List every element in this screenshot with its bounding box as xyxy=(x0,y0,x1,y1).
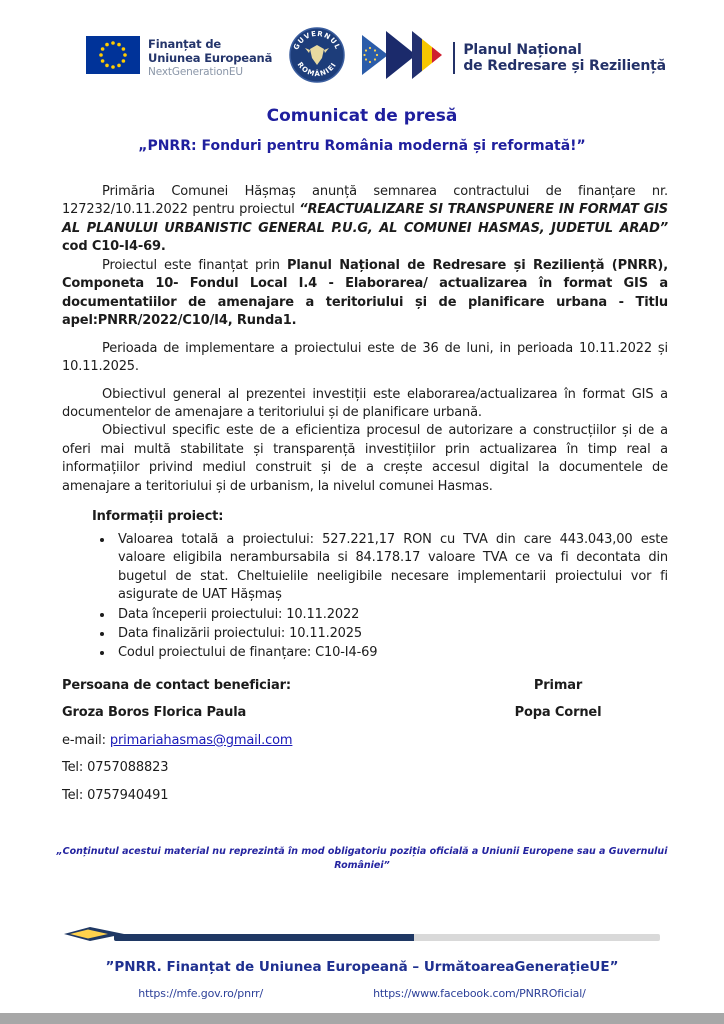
disclaimer-text: „Conținutul acestui material nu reprezintă în mod obligatoriu poziția oficială a Uniunii Europene sau a Guvernului României” xyxy=(56,846,668,871)
logo-header xyxy=(86,26,666,90)
p1-code: cod C10-I4-69. xyxy=(62,239,166,255)
eu-text-line1: Finanțat de xyxy=(148,36,222,51)
phone-1: Tel: 0757088823 xyxy=(62,760,169,776)
p2-regular: Proiectul este finanțat prin xyxy=(102,257,287,273)
body-text xyxy=(62,183,668,663)
email-row xyxy=(62,732,668,750)
p2-bold: Planul Național de Redresare și Reziliență (PNRR), Componeta 10- Fondul Local I.4 - Elaborarea/ actualizarea în format GIS a documentatiilor de amenajare a teritoriului și de planificare urbana - Titlu apel:PNRR/2022/C10/I4, Runda1. xyxy=(62,257,668,329)
footer-bar-navy xyxy=(114,934,414,941)
pnrr-logo xyxy=(362,31,666,85)
paragraph-financing xyxy=(62,257,668,331)
pnrr-logo-text xyxy=(453,42,666,74)
mayor-title: Primar xyxy=(533,677,583,693)
phone-2: Tel: 0757940491 xyxy=(62,787,169,803)
paragraph-general-objective: Obiectivul general al prezentei investiții este elaborarea/actualizarea în format GIS a documentelor de amenajare a teritoriului și de planificare urbană. xyxy=(62,386,668,420)
p1-regular: Primăria Comunei Hășmaș anunță semnarea contractului de finanțare nr. 127232/10.11.2022 pentru proiectul xyxy=(62,184,668,218)
list-item: • Codul proiectului de finanțare: C10-I4-69 xyxy=(114,644,668,662)
eu-text-line3: NextGenerationEU xyxy=(148,65,243,78)
page-title: Comunicat de presă xyxy=(266,106,458,126)
info-heading: Informații proiect: xyxy=(92,509,224,525)
eu-funding-logo xyxy=(86,36,272,80)
contact-label: Persoana de contact beneficiar: xyxy=(62,677,291,693)
eu-text-line2: Uniunea Europeană xyxy=(148,51,273,66)
page-subtitle: „PNRR: Fonduri pentru România modernă și reformată!” xyxy=(138,138,586,155)
romanian-government-seal-icon xyxy=(288,26,346,90)
footer xyxy=(0,926,724,1002)
eu-flag-icon xyxy=(86,36,140,80)
list-item: • Data finalizării proiectului: 10.11.2025 xyxy=(114,625,668,643)
list-item: • Valoarea totală a proiectului: 527.221,17 RON cu TVA din care 443.043,00 este valoare eligibila nerambursabila si 84.178.17 valoare TVA ce va fi decontata din bugetul de stat. Cheltuielile neeligibile necesare implementarii proiectului vor fi asigurate de UAT Hășmaș xyxy=(114,531,668,605)
gov-seal-top-text: GUVERNUL xyxy=(292,29,343,51)
footer-slogan: ”PNRR. Finanțat de Uniunea Europeană – UrmătoareaGenerațieUE” xyxy=(105,959,619,976)
email-label: e-mail: xyxy=(62,732,110,748)
arrow-pennant-icon xyxy=(64,926,124,948)
mfe-link[interactable]: https://mfe.gov.ro/pnrr/ xyxy=(138,987,264,1001)
paragraph-contract xyxy=(62,183,668,257)
contact-name: Groza Boros Florica Paula xyxy=(62,705,247,721)
p1-project-name: “REACTUALIZARE SI TRANSPUNERE IN FORMAT GIS AL PLANULUI URBANISTIC GENERAL P.U.G, AL COMUNEI HASMAS, JUDETUL ARAD” xyxy=(62,202,668,236)
footer-divider-bar xyxy=(64,926,660,948)
footer-links xyxy=(0,986,724,1002)
pnrr-arrows-icon xyxy=(362,31,444,85)
page-bottom-edge xyxy=(0,1013,724,1024)
eu-funding-text xyxy=(148,36,272,79)
email-link[interactable]: primariahasmas@gmail.com xyxy=(109,732,293,748)
footer-bar-gray xyxy=(414,934,660,941)
pnrr-text-line2: de Redresare și Reziliență xyxy=(463,57,666,74)
paragraph-period: Perioada de implementare a proiectului este de 36 de luni, in perioada 10.11.2022 și 10.11.2025. xyxy=(62,340,668,375)
list-item: • Data începerii proiectului: 10.11.2022 xyxy=(114,606,668,624)
project-info-list xyxy=(62,531,668,663)
mayor-name: Popa Cornel xyxy=(514,705,602,721)
contact-section xyxy=(62,677,668,805)
facebook-link[interactable]: https://www.facebook.com/PNRROficial/ xyxy=(373,987,586,1001)
gov-seal-bottom-text: ROMÂNIEI xyxy=(295,60,339,78)
paragraph-specific-objective: Obiectivul specific este de a eficientiza procesul de autorizare a construcțiilor și de a oferi mai multă stabilitate și transparență investițiilor prin actualizarea în timp real a informațiilor privind mediul construit și de a crește accesul digital la documentele de amenajare a teritoriului și de urbanism, la nivelul comunei Hasmas. xyxy=(62,423,668,494)
pnrr-text-line1: Planul Național xyxy=(463,41,582,58)
